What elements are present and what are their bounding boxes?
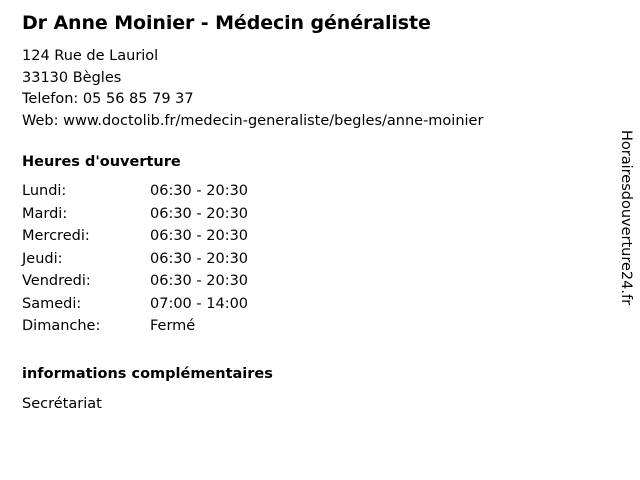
day-label: Mardi: — [22, 205, 68, 222]
day-hours: 06:30 - 20:30 — [150, 205, 249, 222]
day-label: Mercredi: — [22, 228, 90, 244]
table-row — [22, 270, 350, 293]
day-label: Dimanche: — [22, 318, 101, 334]
sidebar-watermark-label: Horairesdouverture24.fr — [618, 130, 634, 306]
website-line: Web: www.doctolib.fr/medecin-generaliste/begles/anne-moinier — [22, 112, 484, 129]
phone-line: Telefon: 05 56 85 79 37 — [22, 91, 194, 107]
address-street: 124 Rue de Lauriol — [22, 48, 159, 64]
table-row — [22, 180, 350, 203]
day-hours: 07:00 - 14:00 — [150, 295, 249, 312]
day-label: Jeudi: — [22, 250, 63, 267]
day-hours: 06:30 - 20:30 — [150, 273, 249, 289]
additional-info-heading: informations complémentaires — [22, 365, 273, 382]
address-city: 33130 Bègles — [22, 69, 122, 86]
table-row — [22, 293, 350, 316]
day-hours: 06:30 - 20:30 — [150, 228, 249, 244]
day-hours: Fermé — [150, 318, 196, 334]
page-title: Dr Anne Moinier - Médecin généraliste — [22, 12, 431, 34]
opening-hours-table — [22, 180, 350, 338]
table-row — [22, 225, 350, 248]
day-label: Samedi: — [22, 295, 82, 312]
opening-hours-heading: Heures d'ouverture — [22, 154, 181, 170]
table-row — [22, 203, 350, 226]
day-label: Lundi: — [22, 183, 67, 199]
day-label: Vendredi: — [22, 273, 91, 289]
main-content — [22, 10, 592, 415]
table-row — [22, 315, 350, 338]
table-row — [22, 248, 350, 271]
day-hours: 06:30 - 20:30 — [150, 250, 249, 267]
additional-info-line: Secrétariat — [22, 395, 102, 412]
day-hours: 06:30 - 20:30 — [150, 183, 249, 199]
